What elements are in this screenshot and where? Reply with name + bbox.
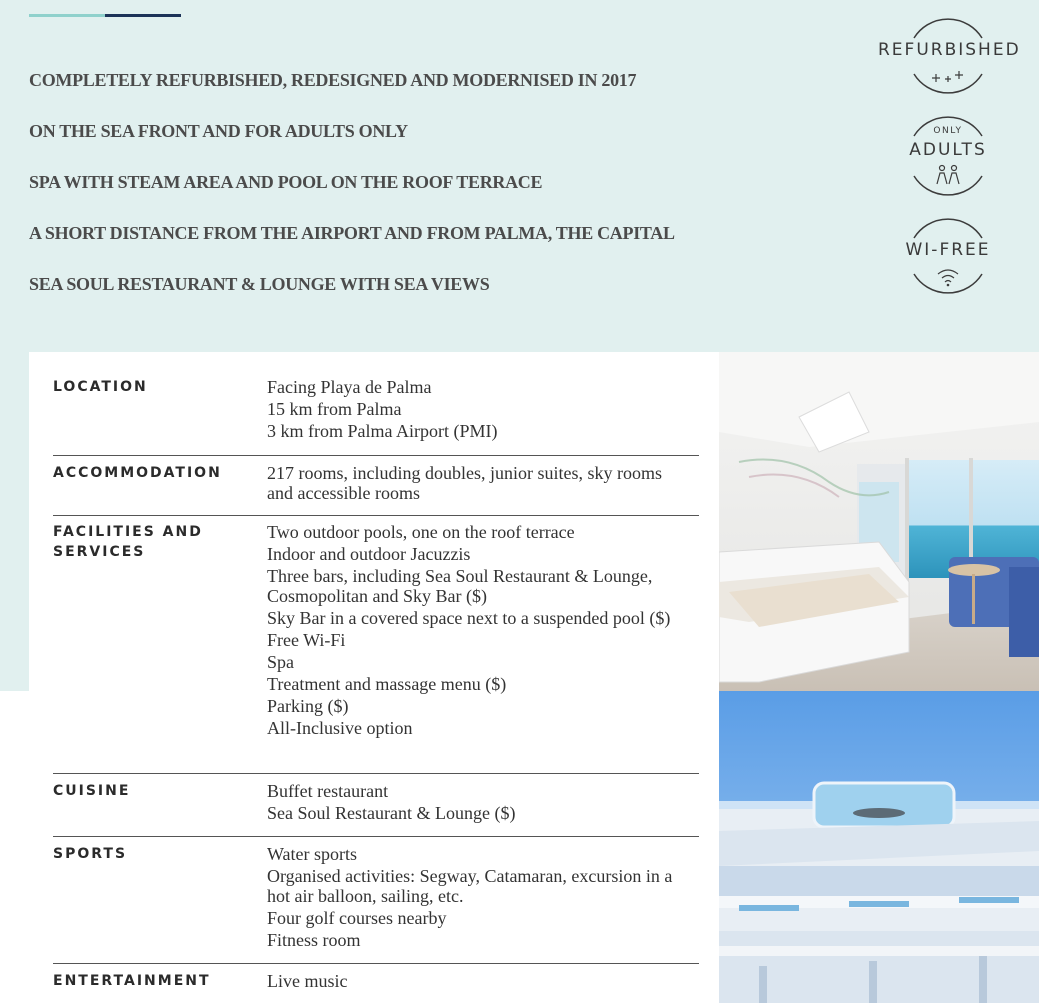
badge-label: REFURBISHED: [878, 40, 1021, 60]
row-label: FACILITIES AND SERVICES: [53, 524, 203, 560]
row-value: 3 km from Palma Airport (PMI): [267, 421, 498, 441]
row-value: Treatment and massage menu ($): [267, 674, 507, 694]
hotel-room-photo: [719, 352, 1039, 691]
sparkle-plus-icon: [928, 66, 968, 88]
row-value: Fitness room: [267, 930, 361, 950]
badge-label: ADULTS: [909, 140, 987, 160]
row-value: 15 km from Palma: [267, 399, 402, 419]
row-value: Organised activities: Segway, Catamaran, excursion in a hot air balloon, sailing, etc.: [267, 866, 673, 906]
row-label: ACCOMMODATION: [53, 465, 222, 481]
row-divider: [53, 773, 699, 774]
badge-small-label: ONLY: [933, 126, 963, 136]
row-label: ENTERTAINMENT: [53, 973, 211, 989]
row-value: Sky Bar in a covered space next to a suspended pool ($): [267, 608, 671, 628]
row-value: Sea Soul Restaurant & Lounge ($): [267, 803, 516, 823]
row-values: [267, 844, 687, 952]
highlight-item: SEA SOUL RESTAURANT & LOUNGE WITH SEA VIEWS: [29, 274, 490, 294]
row-value: 217 rooms, including doubles, junior suites, sky rooms and accessible rooms: [267, 463, 662, 503]
row-value: Three bars, including Sea Soul Restaurant & Lounge, Cosmopolitan and Sky Bar ($): [267, 566, 653, 606]
couple-icon: [928, 164, 968, 186]
adults-only-badge: [878, 116, 1018, 198]
wifi-badge: [878, 216, 1018, 298]
row-value: Free Wi-Fi: [267, 630, 346, 650]
accent-line-navy: [105, 14, 181, 17]
highlight-item: COMPLETELY REFURBISHED, REDESIGNED AND MODERNISED IN 2017: [29, 70, 637, 90]
highlight-item: SPA WITH STEAM AREA AND POOL ON THE ROOF TERRACE: [29, 172, 543, 192]
row-value: Four golf courses nearby: [267, 908, 447, 928]
highlight-item: ON THE SEA FRONT AND FOR ADULTS ONLY: [29, 121, 408, 141]
row-values: [267, 463, 687, 505]
row-value: Two outdoor pools, one on the roof terrace: [267, 522, 575, 542]
row-value: Spa: [267, 652, 294, 672]
row-value: Buffet restaurant: [267, 781, 389, 801]
refurbished-badge: [878, 16, 1021, 98]
row-value: Water sports: [267, 844, 358, 864]
row-values: [267, 971, 687, 993]
row-divider: [53, 515, 699, 516]
row-value: All-Inclusive option: [267, 718, 413, 738]
row-divider: [53, 455, 699, 456]
row-label: CUISINE: [53, 783, 131, 799]
row-value: Indoor and outdoor Jacuzzis: [267, 544, 471, 564]
accent-line-teal: [29, 14, 105, 17]
badge-label: WI-FREE: [905, 240, 991, 260]
row-label: SPORTS: [53, 846, 128, 862]
row-values: [267, 781, 687, 825]
room-illustration: [719, 352, 1039, 691]
row-divider: [53, 836, 699, 837]
rooftop-pool-photo: [719, 691, 1039, 1003]
row-value: Facing Playa de Palma: [267, 377, 432, 397]
row-values: [267, 522, 687, 740]
left-color-strip: [0, 352, 29, 691]
row-value: Live music: [267, 971, 348, 991]
highlight-item: A SHORT DISTANCE FROM THE AIRPORT AND FROM PALMA, THE CAPITAL: [29, 223, 675, 243]
pool-illustration: [719, 691, 1039, 1003]
row-divider: [53, 963, 699, 964]
wifi-icon: [928, 266, 968, 288]
row-value: Parking ($): [267, 696, 349, 716]
row-values: [267, 377, 687, 443]
hotel-info-table: [29, 352, 719, 1003]
row-label: LOCATION: [53, 379, 148, 395]
